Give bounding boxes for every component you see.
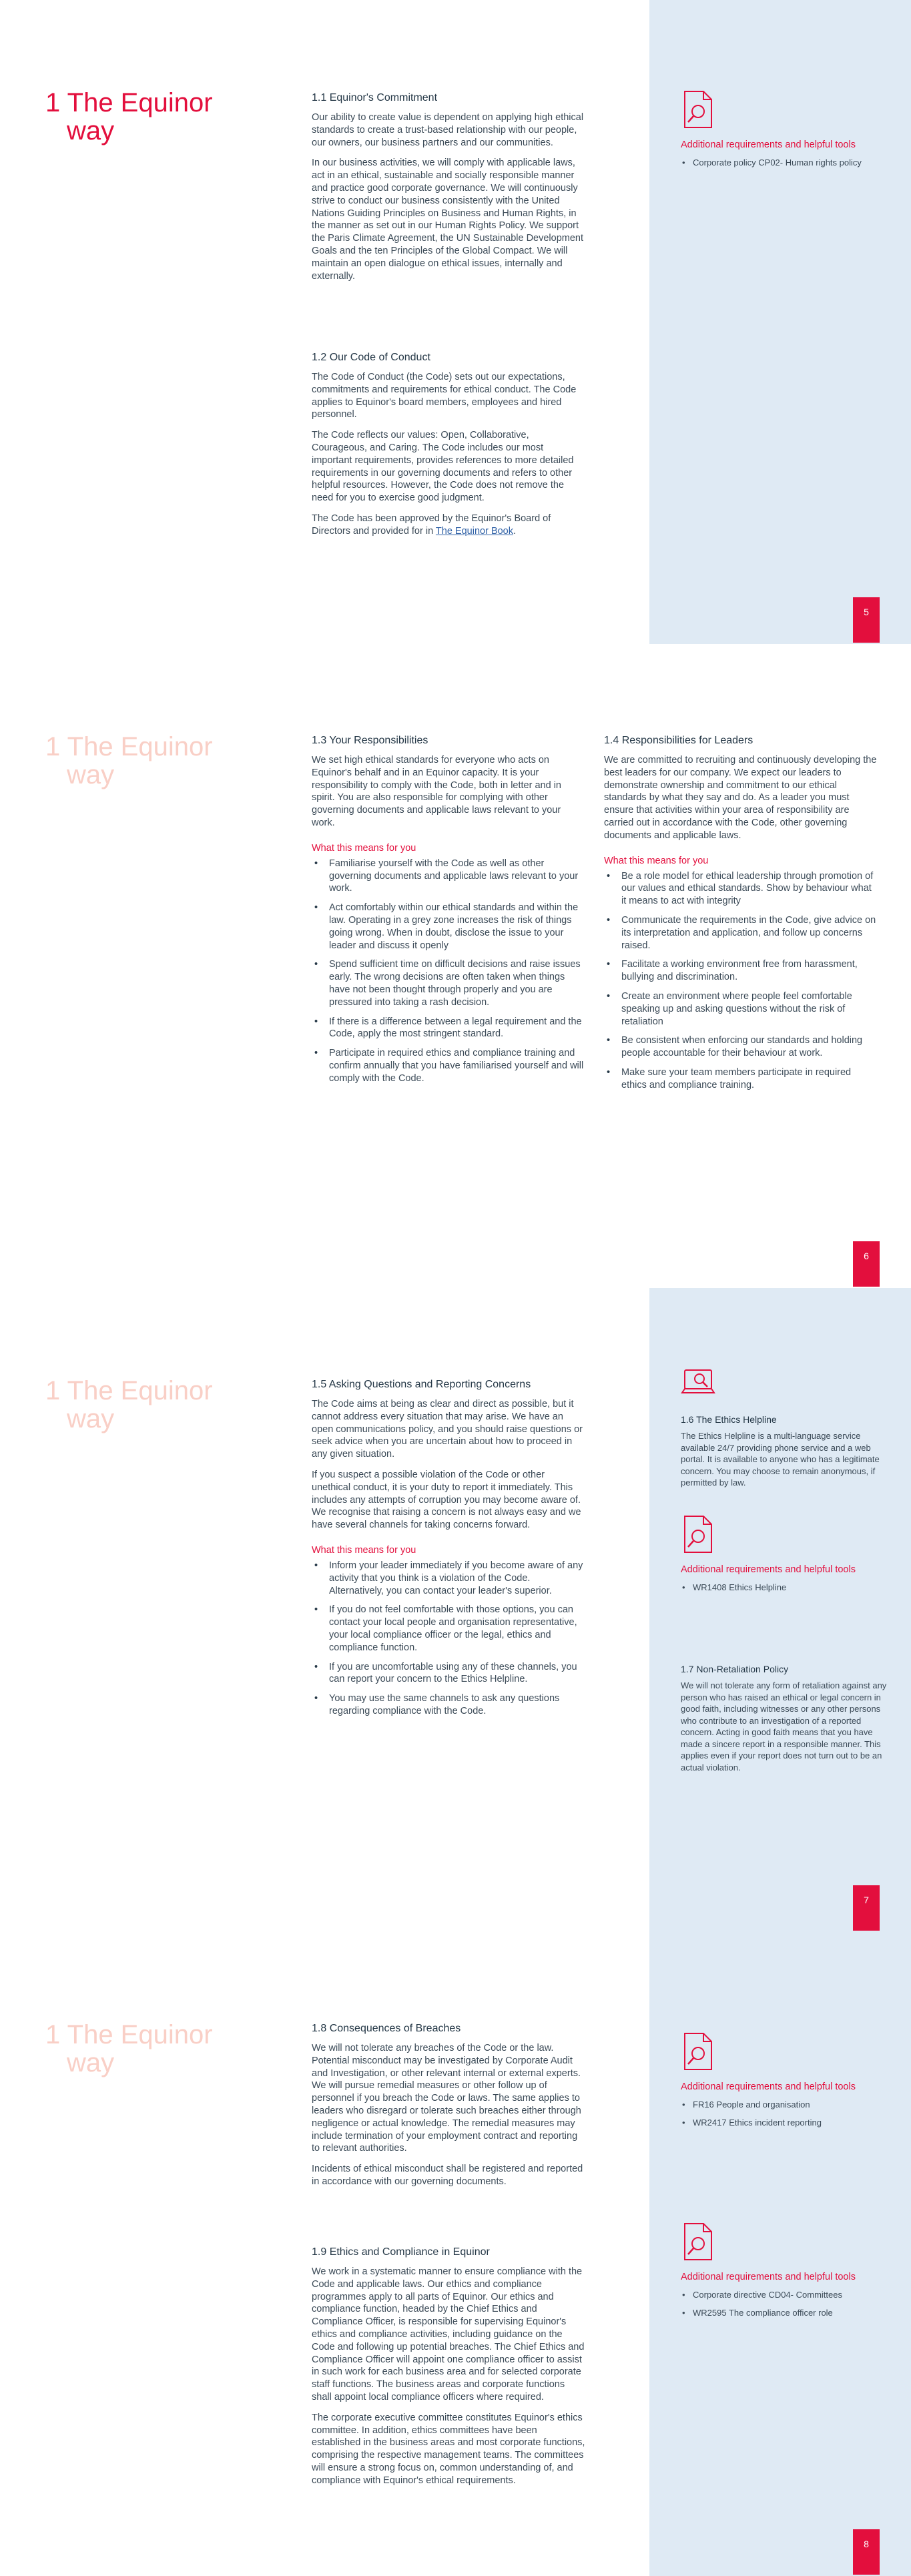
- chapter-title-line1: 1 The Equinor: [45, 732, 213, 761]
- helpful-tools-list: [681, 2099, 894, 2128]
- document-magnifier-icon: [681, 1515, 718, 1555]
- helpful-tools-box: [681, 2222, 894, 2325]
- section-1-5: [312, 1378, 585, 1724]
- what-this-means-heading: What this means for you: [312, 1544, 416, 1556]
- section-1-2: [312, 351, 585, 546]
- page-number: 6: [853, 1241, 880, 1287]
- section-heading: 1.4 Responsibilities for Leaders: [604, 735, 753, 746]
- helpful-tools-title: Additional requirements and helpful tools: [681, 1564, 856, 1575]
- paragraph: We work in a systematic manner to ensure compliance with the Code and applicable laws. Our ethics and compliance programmes apply to all parts of Equinor. Our ethics and compliance function, headed by the Chief Ethics and Compliance Officer, is responsible for supervising Equinor's ethics and compliance activities, including guidance on the Code and following up potential breaches. The Chief Ethics and Compliance Officer will appoint one compliance officer to assist in such work for each business area and for selected corporate staff functions. The business areas and corporate functions shall appoint local compliance officers where required.: [312, 2266, 585, 2402]
- list-item: • Be consistent when enforcing our standards and holding people accountable for their behaviour at work.: [604, 1034, 878, 1060]
- page-7: [0, 1288, 911, 1932]
- list-item: • Make sure your team members participate in required ethics and compliance training.: [604, 1066, 878, 1092]
- laptop-magnifier-icon: [681, 1365, 718, 1405]
- document-magnifier-icon: [681, 2032, 718, 2072]
- chapter-title-line1: 1 The Equinor: [45, 88, 213, 117]
- section-heading: 1.8 Consequences of Breaches: [312, 2023, 461, 2034]
- page-number: 7: [853, 1885, 880, 1931]
- list-item: • Facilitate a working environment free from harassment, bullying and discrimination.: [604, 958, 878, 984]
- helpful-tools-title: Additional requirements and helpful tools: [681, 2081, 856, 2092]
- helpful-tools-item[interactable]: • WR2417 Ethics incident reporting: [681, 2117, 894, 2128]
- list-item: • Communicate the requirements in the Code, give advice on its interpretation and application, and follow up concerns raised.: [604, 914, 878, 952]
- page-number: 8: [853, 2529, 880, 2575]
- chapter-title: [45, 733, 213, 789]
- helpline-heading: 1.6 The Ethics Helpline: [681, 1414, 777, 1425]
- list-item: • Spend sufficient time on difficult decisions and raise issues early. The wrong decisions are often taken when things have not been thought through properly and you are pressured into taking a rash decision.: [312, 958, 585, 1008]
- paragraph: If you suspect a possible violation of the Code or other unethical conduct, it is your duty to report it immediately. This includes any attempts of corruption you may become aware of. We recognise that raising a concern is not always easy and we have several channels for taking concerns forward.: [312, 1469, 581, 1531]
- list-item: • If there is a difference between a legal requirement and the Code, apply the most stringent standard.: [312, 1016, 585, 1041]
- chapter-title-line2: way: [67, 1404, 115, 1433]
- paragraph: The corporate executive committee constitutes Equinor's ethics committee. In addition, ethics committees have been established in the business areas and most corporate functions, comprising the respective management teams. The committees will ensure a strong focus on, common understanding of, and compliance with Equinor's ethical requirements.: [312, 2412, 585, 2486]
- list-item: • Inform your leader immediately if you become aware of any activity that you think is a violation of the Code. Alternatively, you can contact your leader's superior.: [312, 1560, 585, 1597]
- section-1-3: [312, 734, 585, 1092]
- list-item: • Be a role model for ethical leadership through promotion of our values and ethical standards. Show by behaviour what it means to act with integrity: [604, 870, 878, 908]
- page-6: [0, 644, 911, 1288]
- chapter-title-line1: 1 The Equinor: [45, 2020, 213, 2049]
- helpline-text: The Ethics Helpline is a multi-language service available 24/7 providing phone service and a web portal. It is available to anyone who has a legitimate concern. You may choose to remain anonymous, if permitted by law.: [681, 1431, 880, 1488]
- page-8: [0, 1932, 911, 2576]
- paragraph: The Code of Conduct (the Code) sets out our expectations, commitments and requirements for ethical conduct. The Code applies to Equinor's board members, employees and hired personnel.: [312, 372, 577, 420]
- section-1-9: [312, 2246, 585, 2495]
- paragraph: The Code aims at being as clear and direct as possible, but it cannot address every situation that may arise. We have an open communications policy, and you should raise questions or seek advice when you are uncertain about how to proceed in any given situation.: [312, 1399, 583, 1460]
- retaliation-text: We will not tolerate any form of retaliation against any person who has raised an ethical or legal concern in good faith, including witnesses or any other persons who contribute to an investigation of a reported concern. Acting in good faith means that you have made a sincere report in a responsible manner. This applies even if your report does not turn out to be an actual violation.: [681, 1680, 887, 1773]
- helpful-tools-box: [681, 2032, 894, 2135]
- chapter-title: [45, 1377, 213, 1433]
- what-this-means-heading: What this means for you: [312, 842, 416, 854]
- section-heading: 1.2 Our Code of Conduct: [312, 352, 430, 363]
- chapter-title: [45, 2021, 213, 2077]
- section-1-1: [312, 91, 585, 290]
- document-magnifier-icon: [681, 90, 718, 130]
- bullet-list: [312, 858, 585, 1085]
- chapter-title: [45, 89, 213, 145]
- paragraph: [312, 513, 585, 538]
- helpful-tools-title: Additional requirements and helpful tools: [681, 2272, 856, 2282]
- helpful-tools-title: Additional requirements and helpful tools: [681, 139, 856, 150]
- section-heading: 1.3 Your Responsibilities: [312, 735, 428, 746]
- section-1-4: [604, 734, 878, 1098]
- list-item: • Participate in required ethics and compliance training and confirm annually that you have familiarised yourself and will comply with the Code.: [312, 1047, 585, 1084]
- list-item: • If you are uncomfortable using any of these channels, you can report your concern to the Ethics Helpline.: [312, 1661, 585, 1686]
- section-heading: 1.9 Ethics and Compliance in Equinor: [312, 2246, 490, 2258]
- helpful-tools-box: [681, 90, 894, 175]
- chapter-title-line2: way: [67, 760, 115, 789]
- what-this-means-heading: What this means for you: [604, 855, 709, 866]
- helpful-tools-item[interactable]: • WR1408 Ethics Helpline: [681, 1582, 894, 1593]
- chapter-title-line1: 1 The Equinor: [45, 1376, 213, 1405]
- helpful-tools-box: [681, 1515, 894, 1600]
- paragraph: The Code reflects our values: Open, Collaborative, Courageous, and Caring. The Code includes our most important requirements, provides references to more detailed requirements in our governing documents and refers to other helpful resources. However, the Code does not remove the need for you to exercise good judgment.: [312, 430, 574, 504]
- chapter-title-line2: way: [67, 2048, 115, 2077]
- list-item: • Create an environment where people feel comfortable speaking up and asking questions without the risk of retaliation: [604, 990, 878, 1028]
- paragraph: Incidents of ethical misconduct shall be registered and reported in accordance with our governing documents.: [312, 2164, 583, 2187]
- helpful-tools-list: [681, 2289, 894, 2318]
- list-item: • Familiarise yourself with the Code as well as other governing documents and applicable laws relevant to your work.: [312, 858, 585, 895]
- list-item: • Act comfortably within our ethical standards and within the law. Operating in a grey zone increases the risk of things going wrong. When in doubt, disclose the issue to your leader and discuss it openly: [312, 902, 585, 952]
- retaliation-heading: 1.7 Non-Retaliation Policy: [681, 1664, 789, 1674]
- paragraph-end: .: [513, 525, 517, 537]
- helpful-tools-item[interactable]: • WR2595 The compliance officer role: [681, 2307, 894, 2318]
- list-item: • You may use the same channels to ask any questions regarding compliance with the Code.: [312, 1692, 585, 1718]
- helpful-tools-item[interactable]: • Corporate directive CD04- Committees: [681, 2289, 894, 2300]
- document-magnifier-icon: [681, 2222, 718, 2262]
- chapter-title-line2: way: [67, 116, 115, 145]
- section-heading: 1.5 Asking Questions and Reporting Concerns: [312, 1379, 531, 1390]
- helpful-tools-list: [681, 157, 894, 168]
- section-1-8: [312, 2022, 585, 2196]
- paragraph-text: The Code has been approved by the Equinor's Board of Directors and provided for in: [312, 513, 551, 537]
- list-item: • If you do not feel comfortable with those options, you can contact your local people and organisation representative, your local compliance officer or the legal, ethics and compliance function.: [312, 1604, 585, 1654]
- page-5: [0, 0, 911, 644]
- helpful-tools-list: [681, 1582, 894, 1593]
- bullet-list: [312, 1560, 585, 1718]
- paragraph: Our ability to create value is dependent on applying high ethical standards to create a trust-based relationship with our people, our owners, our business partners and our communities.: [312, 112, 584, 148]
- paragraph: We are committed to recruiting and continuously developing the best leaders for our company. We expect our leaders to demonstrate ownership and commitment to our ethical standards by what they say and do. As a leader you must ensure that activities within your area of responsibility are carried out in accordance with the Code, other governing documents and applicable laws.: [604, 755, 877, 841]
- paragraph: We will not tolerate any breaches of the Code or the law. Potential misconduct may be investigated by Corporate Audit and Investigation, or other relevant internal or external experts. We will pursue remedial measures or other follow up of personnel if you breach the Code or laws. The same applies to leaders who disregard or tolerate such breaches either through negligence or actual knowledge. The remedial measures may include termination of your employment contract and reporting to relevant authorities.: [312, 2043, 581, 2154]
- helpful-tools-item[interactable]: • FR16 People and organisation: [681, 2099, 894, 2110]
- equinor-book-link[interactable]: The Equinor Book: [435, 525, 513, 537]
- ethics-helpline-box: [681, 1365, 894, 1489]
- bullet-list: [604, 870, 878, 1092]
- helpful-tools-item[interactable]: • Corporate policy CP02- Human rights policy: [681, 157, 894, 168]
- paragraph: In our business activities, we will comply with applicable laws, act in an ethical, sustainable and socially responsible manner and practice good corporate governance. We will continuously strive to conduct our business consistently with the United Nations Guiding Principles on Business and Human Rights, in the manner as set out in our Human Rights Policy. We support the Paris Climate Agreement, the UN Sustainable Development Goals and the ten Principles of the Global Compact. We will maintain an open dialogue on ethical issues, internally and externally.: [312, 157, 584, 282]
- page-number: 5: [853, 597, 880, 643]
- paragraph: We set high ethical standards for everyone who acts on Equinor's behalf and in an Equinor capacity. It is your responsibility to comply with the Code, both in letter and in spirit. You are also responsible for complying with other governing documents and applicable laws relevant to your work.: [312, 755, 561, 828]
- non-retaliation-box: [681, 1664, 894, 1773]
- section-heading: 1.1 Equinor's Commitment: [312, 92, 438, 103]
